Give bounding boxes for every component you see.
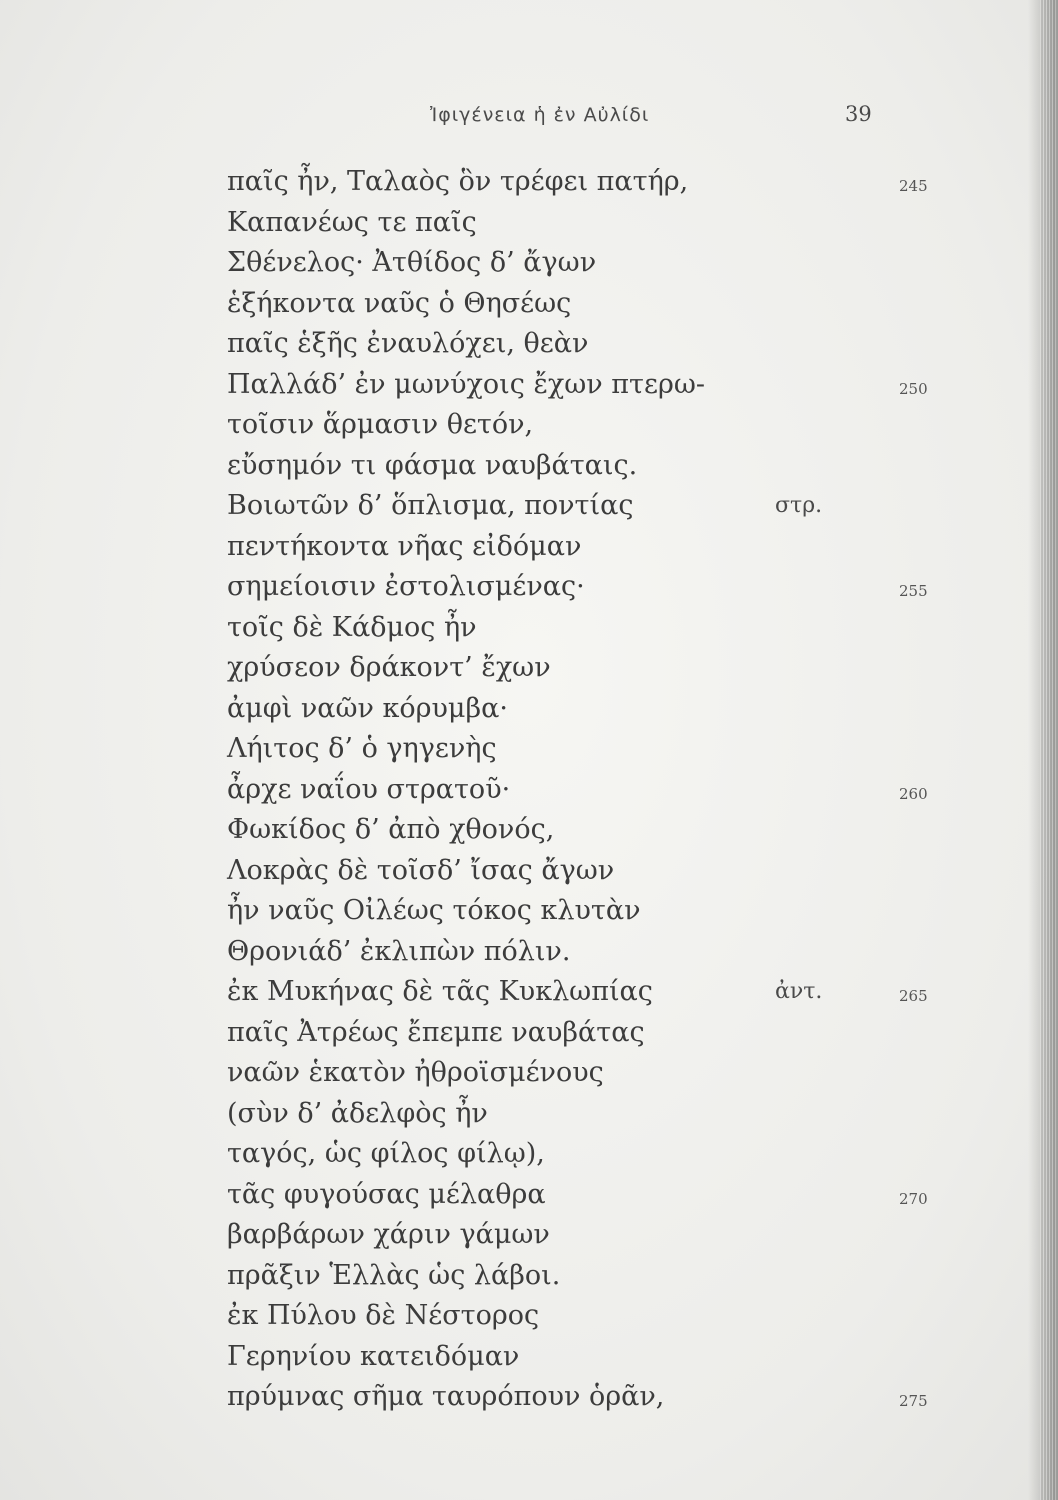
verse-line [227, 729, 947, 770]
verse-line [227, 405, 947, 446]
verse-line [227, 1175, 947, 1216]
verse-line [227, 324, 947, 365]
verse-line-text: Γερηνίου κατειδόμαν [227, 1340, 520, 1372]
verse-line [227, 932, 947, 973]
verse-line-text: πεντήκοντα νῆας εἰδόμαν [227, 530, 582, 562]
strophe-marker: στρ. [775, 493, 823, 518]
verse-line [227, 527, 947, 568]
verse-line-text: ταγός, ὡς φίλος φίλῳ), [227, 1138, 545, 1169]
verse-line [227, 486, 947, 527]
verse-line [227, 1377, 947, 1418]
verse-line [227, 203, 947, 244]
verse-line-text: ἀμφὶ ναῶν κόρυμβα· [227, 692, 508, 724]
verse-line-text: Φωκίδος δ’ ἀπὸ χθονός, [227, 814, 555, 845]
verse-line [227, 1094, 947, 1135]
verse-line-text: τοῖς δὲ Κάδμος ἦν [227, 611, 477, 643]
verse-line-text: (σὺν δ’ ἀδελφὸς ἦν [227, 1097, 488, 1129]
verse-line [227, 243, 947, 284]
verse-line [227, 891, 947, 932]
verse-line-text: σημείοισιν ἐστολισμένας· [227, 571, 585, 602]
line-number: 270 [899, 1189, 928, 1208]
verse-line [227, 1337, 947, 1378]
page-number: 39 [845, 102, 872, 126]
verse-line-text: ναῶν ἑκατὸν ἠθροϊσμένους [227, 1057, 604, 1088]
verse-line-text: Σθένελος· Ἀτθίδος δ’ ἄγων [227, 247, 597, 278]
verse-line [227, 446, 947, 487]
line-number: 245 [899, 177, 928, 195]
verse-line [227, 689, 947, 730]
verse-line-text: πρᾶξιν Ἑλλὰς ὡς λάβοι. [227, 1259, 561, 1291]
verse-line [227, 1296, 947, 1337]
verse-line [227, 1053, 947, 1094]
page-edge-lines [1040, 0, 1056, 1500]
verse-line [227, 851, 947, 892]
verse-line-text: ἐκ Μυκήνας δὲ τᾶς Κυκλωπίας [227, 976, 653, 1007]
line-number: 255 [899, 582, 928, 600]
verse-line-text: παῖς ἦν, Ταλαὸς ὃν τρέφει πατήρ, [227, 166, 689, 197]
verse-line [227, 365, 947, 406]
strophe-marker: ἀντ. [775, 979, 823, 1004]
line-number: 260 [899, 784, 928, 803]
verse-line-text: εὔσημόν τι φάσμα ναυβάταις. [227, 449, 638, 481]
verse-line-text: ἆρχε ναΐου στρατοῦ· [227, 773, 511, 805]
verse-line-text: πρύμνας σῆμα ταυρόπουν ὁρᾶν, [227, 1381, 665, 1412]
verse-line-text: ἦν ναῦς Οἰλέως τόκος κλυτὰν [227, 895, 641, 926]
line-number: 275 [899, 1392, 928, 1410]
verse-line-text: βαρβάρων χάριν γάμων [227, 1219, 550, 1250]
verse-line [227, 567, 947, 608]
verse-block [227, 162, 947, 1418]
verse-line [227, 1134, 947, 1175]
verse-line-text: ἑξήκοντα ναῦς ὁ Θησέως [227, 287, 572, 319]
verse-line [227, 1215, 947, 1256]
verse-line-text: τοῖσιν ἅρμασιν θετόν, [227, 409, 534, 440]
verse-line-text: χρύσεον δράκοντ’ ἔχων [227, 652, 551, 683]
verse-line [227, 1256, 947, 1297]
verse-line-text: τᾶς φυγούσας μέλαθρα [227, 1178, 546, 1210]
verse-line [227, 284, 947, 325]
verse-line-text: Λοκρὰς δὲ τοῖσδ’ ἴσας ἄγων [227, 854, 615, 886]
verse-line-text: Καπανέως τε παῖς [227, 206, 477, 238]
verse-line [227, 972, 947, 1013]
verse-line [227, 810, 947, 851]
verse-line-text: παῖς Ἀτρέως ἔπεμπε ναυβάτας [227, 1016, 645, 1048]
verse-line-text: Βοιωτῶν δ’ ὅπλισμα, ποντίας [227, 490, 634, 521]
verse-line-text: ἐκ Πύλου δὲ Νέστορος [227, 1300, 540, 1331]
verse-line [227, 608, 947, 649]
verse-line-text: Παλλάδ’ ἐν μωνύχοις ἔχων πτερω- [227, 368, 705, 400]
verse-line [227, 648, 947, 689]
verse-line-text: Λήιτος δ’ ὁ γηγενὴς [227, 733, 497, 764]
verse-line [227, 162, 947, 203]
running-title: Ἰφιγένεια ἡ ἐν Αὐλίδι [430, 104, 650, 126]
verse-line [227, 1013, 947, 1054]
verse-line [227, 770, 947, 811]
line-number: 250 [899, 379, 928, 398]
line-number: 265 [899, 987, 928, 1005]
verse-line-text: Θρονιάδ’ ἐκλιπὼν πόλιν. [227, 935, 571, 967]
verse-line-text: παῖς ἑξῆς ἐναυλόχει, θεὰν [227, 328, 589, 359]
